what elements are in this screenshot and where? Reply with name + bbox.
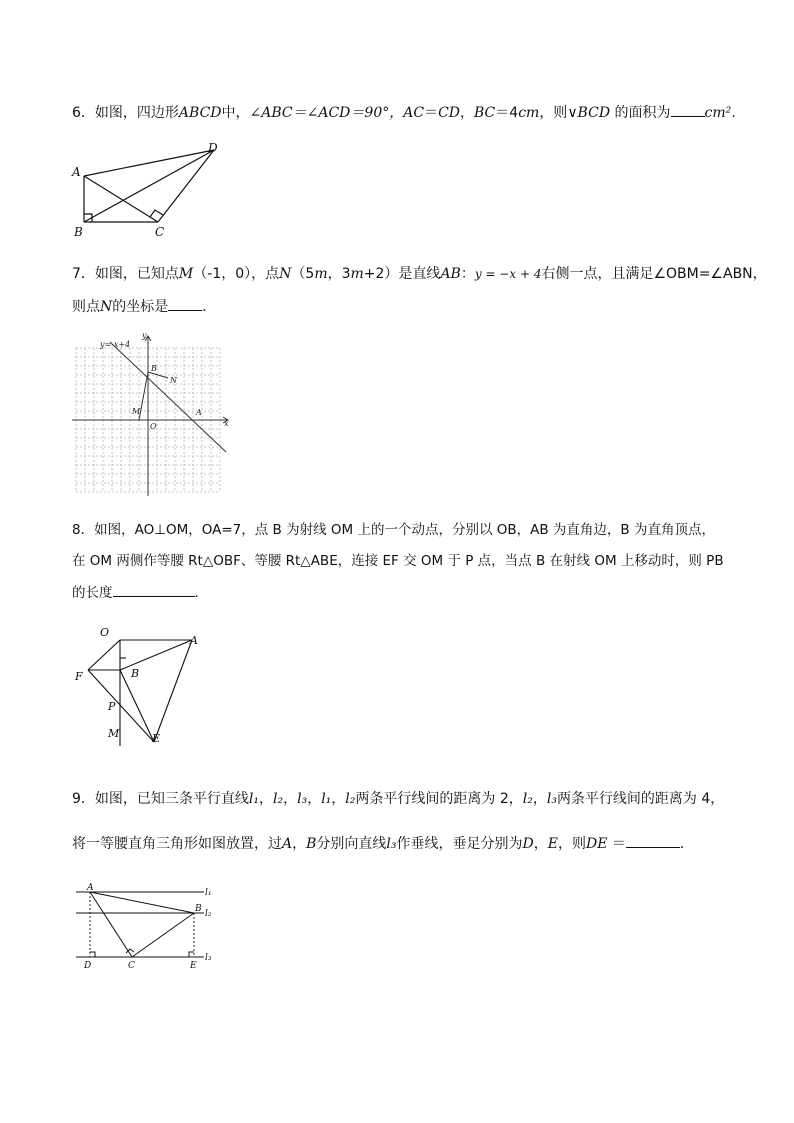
q7-line-ab	[110, 342, 226, 452]
q9-line1-b: 两条平行线间的距离为 2，	[355, 791, 523, 807]
q7-ncoord-c: +2）是直线	[363, 266, 441, 282]
q9-line1-c: 两条平行线间的距离为 4，	[556, 791, 725, 807]
q6-figure	[66, 140, 236, 240]
q9-label-l1: l₁	[205, 888, 212, 898]
q8-label-p: P	[108, 700, 116, 713]
question-6-text	[72, 102, 745, 122]
q9-sep: ，	[533, 836, 548, 852]
q6-comma: ，	[460, 105, 474, 121]
q9-sep: ，	[307, 791, 322, 807]
q7-text-b: 右侧一点，且满足∠OBM=∠ABN，	[541, 266, 767, 282]
q7-m1: m	[314, 266, 328, 282]
q8-seg-ae	[154, 640, 192, 742]
q9-d: D	[522, 836, 534, 852]
question-8-line-2: 在 OM 两侧作等腰 Rt△OBF、等腰 Rt△ABE，连接 EF 交 OM 于 P 点，当点 B 在射线 OM 上移动时，则 PB	[72, 553, 724, 569]
q9-line2-c: 作垂线，垂足分别为	[396, 836, 523, 852]
q6-answer-blank	[671, 102, 705, 117]
q9-eqs: ＝	[607, 836, 626, 852]
q9-figure	[70, 880, 220, 972]
q8-seg-fe	[88, 670, 154, 742]
q6-ac: AC	[403, 105, 425, 121]
q7-label-x: x	[224, 419, 229, 428]
q6-bc: BC	[474, 105, 496, 121]
q8-figure	[68, 620, 218, 750]
q7-m: M	[178, 266, 194, 282]
q8-seg-of	[88, 640, 120, 670]
q6-tail-unit: cm²．	[704, 105, 746, 121]
q6-unit: cm	[518, 105, 540, 121]
q9-l2b: l₂	[345, 791, 356, 807]
q8-seg-be	[120, 670, 154, 742]
q7-answer-blank	[168, 296, 202, 311]
q9-line1-a: 9．如图，已知三条平行直线	[72, 791, 249, 807]
q8-answer-blank	[113, 582, 195, 597]
q6-tri: ∨BCD	[567, 105, 611, 121]
q7-colon: ：	[460, 266, 475, 282]
q6-angles: ∠ABC＝∠ACD＝90°，	[249, 105, 404, 121]
q9-sep: ，	[292, 836, 307, 852]
q7-equation: y = −x + 4	[474, 267, 542, 281]
q9-l1b: l₁	[321, 791, 332, 807]
q7-ab: AB	[440, 266, 461, 282]
q7-line2-b: 的坐标是	[112, 299, 169, 315]
question-8-line-3	[72, 582, 208, 602]
q7-equation-label: y=-x+4	[100, 340, 131, 349]
q9-line2-d: ，则	[557, 836, 586, 852]
q6-right-angle-c	[150, 210, 163, 217]
q9-l2c: l₂	[522, 791, 533, 807]
q7-ncoord-a: （5	[291, 266, 315, 282]
question-7-line-2	[72, 296, 216, 316]
question-7-line-1	[72, 265, 767, 283]
q9-label-c: C	[128, 961, 135, 971]
q9-l3: l₃	[297, 791, 308, 807]
q9-label-a: A	[87, 883, 94, 893]
q9-label-d: D	[84, 961, 92, 971]
q7-label-m: M	[132, 407, 141, 416]
q6-label-d: D	[208, 141, 218, 155]
q7-text-a: 7．如图，已知点	[72, 266, 179, 282]
q7-figure	[72, 330, 234, 498]
q6-seg-da	[84, 150, 214, 176]
q6-bcval: ＝4	[495, 105, 519, 121]
q9-b: B	[306, 836, 317, 852]
q8-label-e: E	[152, 732, 161, 745]
q9-line2-end: ．	[679, 836, 694, 852]
q9-l2: l₂	[273, 791, 284, 807]
q7-label-y: y	[142, 331, 147, 340]
q6-seg-cd	[158, 150, 214, 222]
q9-right-angle-e	[189, 952, 194, 957]
q7-label-a: A	[196, 408, 202, 417]
q6-label-c: C	[155, 225, 165, 239]
q8-line3-a: 的长度	[72, 585, 113, 601]
q6-then: ，则	[539, 105, 568, 121]
q8-line3-end: ．	[194, 585, 208, 601]
q9-seg-ab	[90, 892, 194, 913]
q7-m2: m	[350, 266, 364, 282]
q9-line2-a: 将一等腰直角三角形如图放置，过	[72, 836, 282, 852]
q9-seg-cb	[132, 913, 194, 957]
q6-prefix: 6．如图，四边形	[72, 105, 179, 121]
q9-sep: ，	[283, 791, 298, 807]
q9-l3c: l₃	[386, 836, 397, 852]
q9-sep: ，	[532, 791, 547, 807]
q6-label-a: A	[72, 165, 81, 179]
q7-label-o: O	[150, 422, 157, 431]
q7-n: N	[279, 266, 292, 282]
q7-label-b: B	[151, 364, 157, 373]
q9-de: DE	[585, 836, 608, 852]
q6-mid: 中，	[221, 105, 250, 121]
question-9-line-2	[72, 833, 694, 853]
q6-area: 的面积为	[610, 105, 671, 121]
q8-seg-ba	[120, 640, 192, 670]
q7-ncoord-b: ，3	[327, 266, 351, 282]
q6-seg-bd	[84, 150, 214, 222]
q7-n2: N	[100, 299, 113, 315]
q9-a: A	[282, 836, 293, 852]
q7-line2-end: ．	[202, 299, 217, 315]
q7-mcoord: （-1，0），点	[193, 266, 280, 282]
q9-sep: ，	[331, 791, 346, 807]
q9-sep: ，	[259, 791, 274, 807]
q6-label-b: B	[74, 225, 83, 239]
q6-eq: ＝	[424, 105, 439, 121]
q6-seg-ac	[84, 176, 158, 222]
q9-seg-ac	[90, 892, 132, 957]
question-9-line-1	[72, 790, 724, 808]
q8-label-a: A	[190, 634, 198, 647]
q8-label-o: O	[100, 626, 110, 639]
q9-label-l3: l₃	[205, 953, 212, 963]
q8-label-m: M	[108, 727, 120, 740]
q9-answer-blank	[626, 833, 680, 848]
q9-line2-b: 分别向直线	[316, 836, 387, 852]
q6-cd: CD	[438, 105, 460, 121]
question-8-line-1: 8．如图，AO⊥OM，OA=7，点 B 为射线 OM 上的一个动点，分别以 OB，AB 为直角边，B 为直角顶点，	[72, 522, 715, 538]
q9-right-angle-d	[90, 952, 95, 957]
q9-label-b: B	[195, 904, 202, 914]
q9-e: E	[547, 836, 558, 852]
q9-l1: l₁	[248, 791, 260, 807]
q7-line2-a: 则点	[72, 299, 100, 315]
q6-quad: ABCD	[178, 105, 222, 121]
q9-label-e: E	[190, 961, 197, 971]
q9-l3b: l₃	[546, 791, 557, 807]
q7-label-n: N	[170, 376, 177, 385]
q8-label-f: F	[75, 670, 83, 683]
q7-seg-mb	[139, 372, 148, 420]
q9-label-l2: l₂	[205, 909, 212, 919]
q8-label-b: B	[131, 667, 140, 680]
